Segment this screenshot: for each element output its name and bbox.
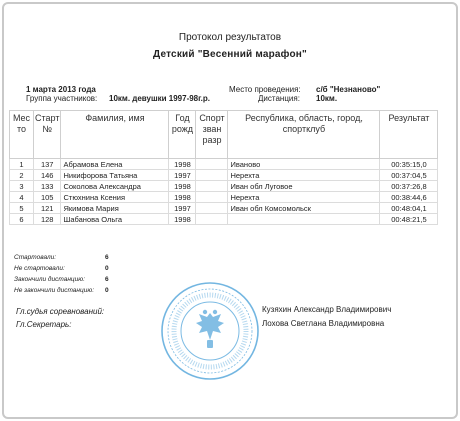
- cell-start: 146: [34, 170, 61, 181]
- table-row: [10, 192, 438, 203]
- col-region: Республика, область, город, спортклуб: [228, 111, 380, 159]
- official-stamp: [159, 280, 261, 382]
- cell-name: Абрамова Елена: [61, 159, 169, 170]
- distance-label: Дистанция:: [258, 94, 300, 103]
- table-row: [10, 170, 438, 181]
- table-row: [10, 203, 438, 214]
- cell-place: 6: [10, 214, 34, 225]
- cell-name: Шабанова Ольга: [61, 214, 169, 225]
- cell-start: 128: [34, 214, 61, 225]
- cell-rank: [196, 214, 228, 225]
- cell-name: Стюхнина Ксения: [61, 192, 169, 203]
- cell-name: Никифорова Татьяна: [61, 170, 169, 181]
- cell-year: 1998: [169, 192, 196, 203]
- cell-result: 00:37:04,5: [380, 170, 438, 181]
- stat-finished-value: 6: [105, 276, 109, 283]
- cell-place: 5: [10, 203, 34, 214]
- secretary-label: Гл.Секретарь:: [16, 320, 72, 329]
- cell-result: 00:48:21,5: [380, 214, 438, 225]
- cell-place: 3: [10, 181, 34, 192]
- cell-start: 137: [34, 159, 61, 170]
- cell-year: 1997: [169, 170, 196, 181]
- cell-place: 1: [10, 159, 34, 170]
- cell-region: Нерехта: [228, 192, 380, 203]
- col-year: Год рожд: [169, 111, 196, 159]
- cell-rank: [196, 181, 228, 192]
- col-rank: Спорт зван разр: [196, 111, 228, 159]
- cell-year: 1998: [169, 181, 196, 192]
- col-start: Старт №: [34, 111, 61, 159]
- judge-name: Кузяхин Александр Владимирович: [262, 305, 392, 314]
- stat-started-label: Стартовали:: [14, 254, 57, 261]
- cell-rank: [196, 203, 228, 214]
- cell-region: Нерехта: [228, 170, 380, 181]
- stat-not-started-label: Не стартовали:: [14, 265, 65, 272]
- stat-not-finished-value: 0: [105, 287, 109, 294]
- place-label: Место проведения:: [229, 85, 301, 94]
- distance-value: 10км.: [316, 94, 338, 103]
- cell-year: 1998: [169, 214, 196, 225]
- place-value: с/б "Незнаново": [316, 85, 381, 94]
- col-place: Мес то: [10, 111, 34, 159]
- cell-region: [228, 214, 380, 225]
- stat-finished-label: Закончили дистанцию:: [14, 276, 85, 283]
- cell-start: 133: [34, 181, 61, 192]
- cell-result: 00:48:04,1: [380, 203, 438, 214]
- col-result: Результат: [380, 111, 438, 159]
- protocol-title: Протокол результатов: [178, 32, 282, 43]
- cell-place: 4: [10, 192, 34, 203]
- secretary-name: Лохова Светлана Владимировна: [262, 319, 385, 328]
- table-row: [10, 214, 438, 225]
- cell-rank: [196, 192, 228, 203]
- col-name: Фамилия, имя: [61, 111, 169, 159]
- event-title: Детский "Весенний марафон": [153, 49, 307, 60]
- event-date: 1 марта 2013 года: [26, 85, 96, 94]
- eagle-emblem-icon: [196, 310, 224, 348]
- cell-place: 2: [10, 170, 34, 181]
- cell-rank: [196, 159, 228, 170]
- cell-year: 1998: [169, 159, 196, 170]
- stat-not-finished-label: Не закончили дистанцию:: [14, 287, 95, 294]
- group-label: Группа участников:: [26, 94, 98, 103]
- cell-region: Иван обл Луговое: [228, 181, 380, 192]
- table-row: [10, 159, 438, 170]
- cell-region: Иван обл Комсомольск: [228, 203, 380, 214]
- stat-not-started-value: 0: [105, 265, 109, 272]
- cell-start: 121: [34, 203, 61, 214]
- cell-name: Якимова Мария: [61, 203, 169, 214]
- cell-result: 00:35:15,0: [380, 159, 438, 170]
- group-value: 10км. девушки 1997-98г.р.: [109, 94, 210, 103]
- stat-started-value: 6: [105, 254, 109, 261]
- cell-result: 00:38:44,6: [380, 192, 438, 203]
- document-page: [2, 2, 458, 419]
- cell-result: 00:37:26,8: [380, 181, 438, 192]
- cell-start: 105: [34, 192, 61, 203]
- cell-name: Соколова Александра: [61, 181, 169, 192]
- cell-region: Иваново: [228, 159, 380, 170]
- results-table: [9, 110, 438, 225]
- table-row: [10, 181, 438, 192]
- judge-label: Гл.судья соревнований:: [16, 307, 105, 316]
- cell-year: 1997: [169, 203, 196, 214]
- cell-rank: [196, 170, 228, 181]
